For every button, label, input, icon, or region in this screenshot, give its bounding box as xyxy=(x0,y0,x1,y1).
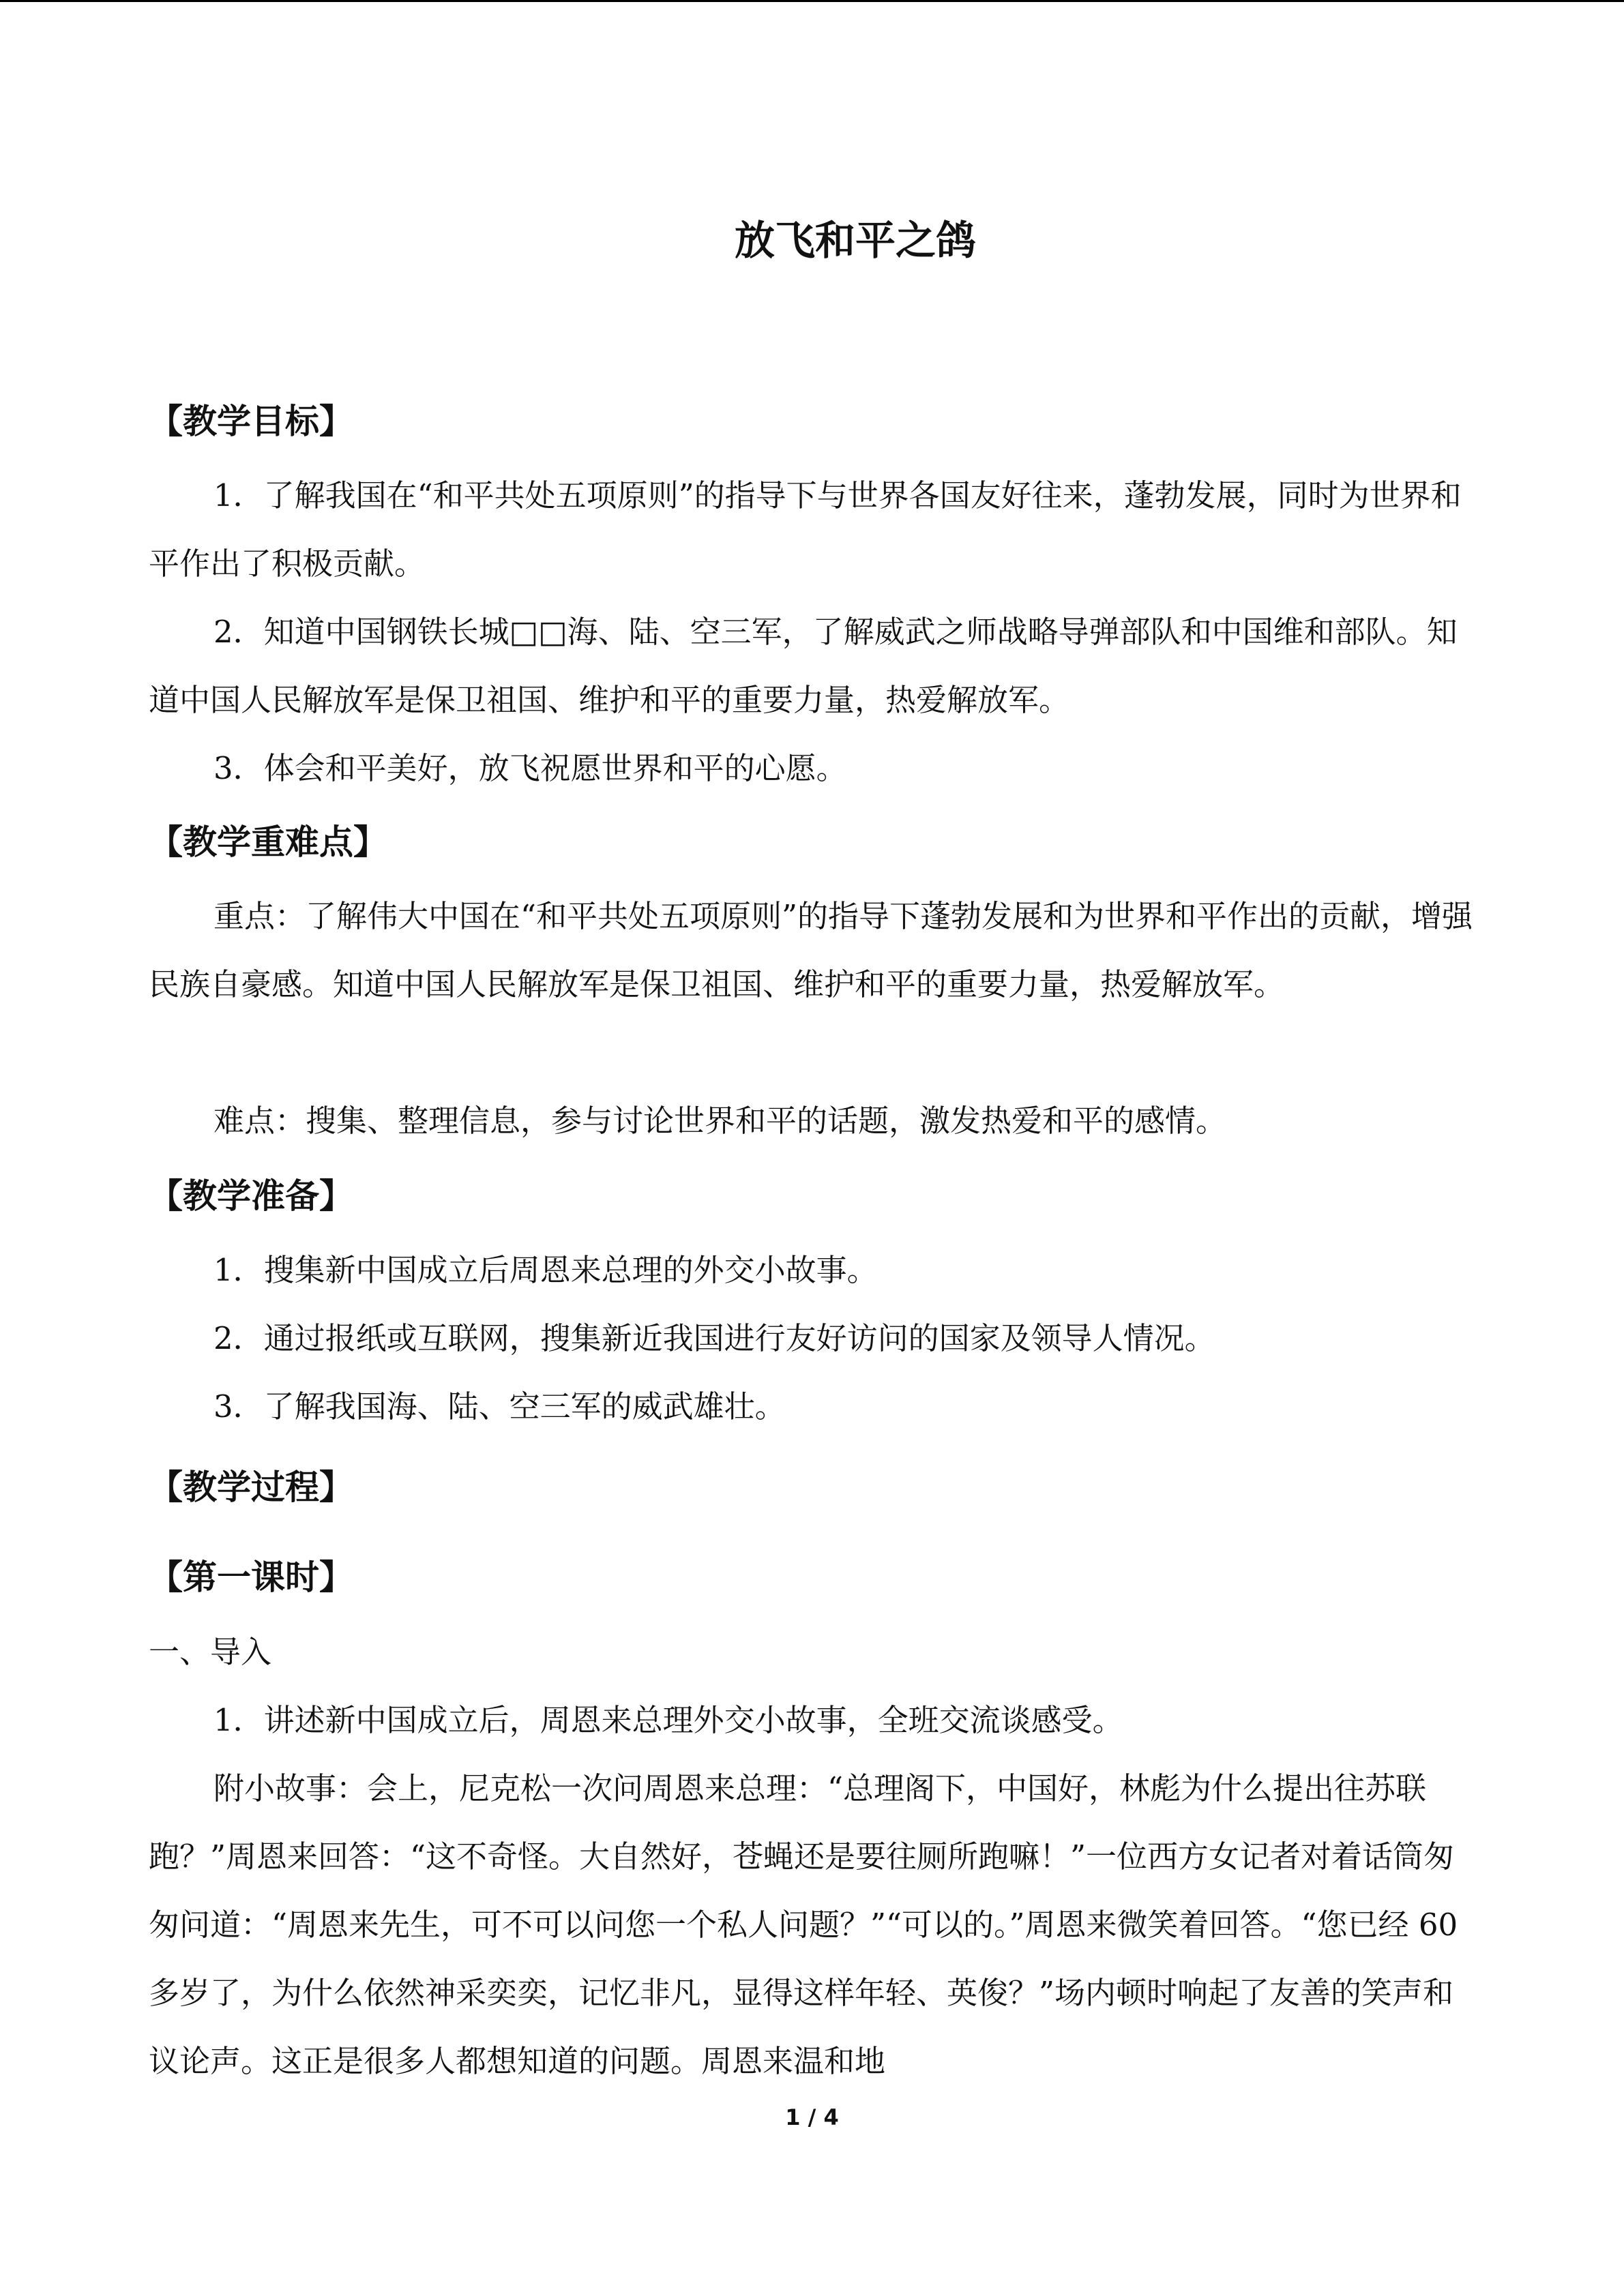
preparation-item-1: 1．搜集新中国成立后周恩来总理的外交小故事。 xyxy=(213,1252,878,1288)
objective-item-3: 3．体会和平美好，放飞祝愿世界和平的心愿。 xyxy=(213,750,847,786)
page-number: 1 / 4 xyxy=(785,2104,839,2130)
difficulty-text: 难点：搜集、整理信息，参与讨论世界和平的话题，激发热爱和平的感情。 xyxy=(213,1103,1227,1139)
step-one-text: 1．讲述新中国成立后，周恩来总理外交小故事，全班交流谈感受。 xyxy=(213,1702,1123,1738)
page-top-border xyxy=(0,0,1624,2)
objective-item-2: 2．知道中国钢铁长城□□海、陆、空三军，了解威武之师战略导弹部队和中国维和部队。知道中国人民解放军是保卫祖国、维护和平的重要力量，热爱解放军。 xyxy=(149,614,1458,718)
heading-preparation: 【教学准备】 xyxy=(149,1176,353,1216)
preparation-item-3: 3．了解我国海、陆、空三军的威武雄壮。 xyxy=(213,1388,786,1425)
story-text: 附小故事：会上，尼克松一次问周恩来总理：“总理阁下，中国好，林彪为什么提出往苏联跑？”周恩来回答：“这不奇怪。大自然好，苍蝇还是要往厕所跑嘛！”一位西方女记者对着话筒匆匆问道：“周恩来先生，可不可以问您一个私人问题？”“可以的。”周恩来微笑着回答。“您已经 60 多岁了，为什么依然神采奕奕，记忆非凡，显得这样年轻、英俊？”场内顿时响起了友善的笑声和议论声。这正是很多人都想知道的问题。周恩来温和地 xyxy=(149,1770,1458,2079)
key-point-text: 重点：了解伟大中国在“和平共处五项原则”的指导下蓬勃发展和为世界和平作出的贡献，增强民族自豪感。知道中国人民解放军是保卫祖国、维护和平的重要力量，热爱解放军。 xyxy=(149,898,1473,1002)
objective-item-1: 1．了解我国在“和平共处五项原则”的指导下与世界各国友好往来，蓬勃发展，同时为世界和平作出了积极贡献。 xyxy=(149,477,1462,582)
document-title: 放飞和平之鸽 xyxy=(734,217,976,264)
part-one-title: 一、导入 xyxy=(149,1634,272,1670)
heading-process: 【教学过程】 xyxy=(149,1467,353,1507)
preparation-item-2: 2．通过报纸或互联网，搜集新近我国进行友好访问的国家及领导人情况。 xyxy=(213,1320,1215,1356)
heading-first-lesson: 【第一课时】 xyxy=(149,1557,353,1597)
heading-objectives: 【教学目标】 xyxy=(149,402,353,441)
heading-key-points: 【教学重难点】 xyxy=(149,822,387,862)
